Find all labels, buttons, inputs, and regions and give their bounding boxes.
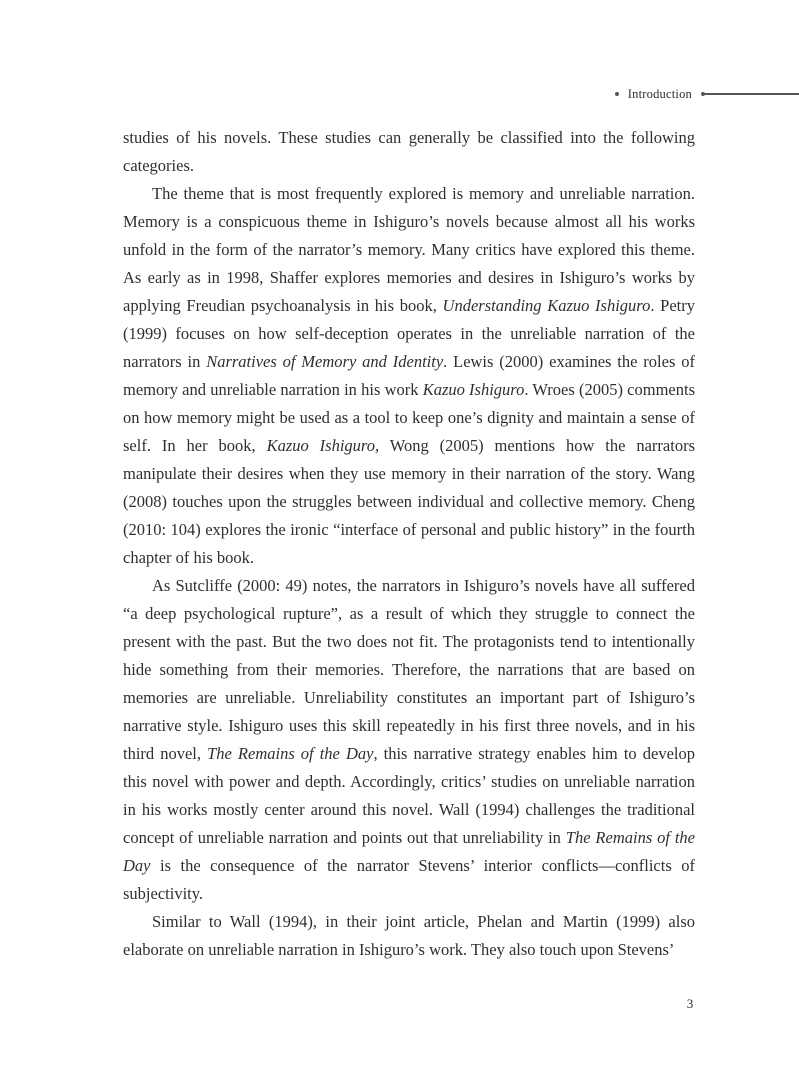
text-run: , Wong (2005) mentions how the narrators manipulate their desires when they use memory in their narration of the story. Wang (2008) touches upon the struggles between individual and collective memory. Cheng (2010: 104) explores the ironic “interface of personal and public history” in the fourth chapter of his book. bbox=[123, 436, 695, 567]
body-text bbox=[123, 124, 695, 964]
text-run: The theme that is most frequently explored is memory and unreliable narration. Memory is a conspicuous theme in Ishiguro’s novels because almost all his works unfold in the form of the narrator’s memory. Many critics have explored this theme. As early as in 1998, Shaffer explores memories and desires in Ishiguro’s works by applying Freudian psychoanalysis in his book, bbox=[123, 184, 695, 315]
header-rule bbox=[705, 93, 799, 95]
book-title-italic-run: Kazuo Ishiguro bbox=[266, 436, 375, 455]
page-number: 3 bbox=[686, 996, 694, 1011]
paragraph bbox=[123, 908, 695, 964]
book-title-italic-run: Narratives of Memory and Identity bbox=[206, 352, 444, 371]
text-run: is the consequence of the narrator Stevens’ interior conflicts—conflicts of subjectivity. bbox=[123, 856, 695, 903]
text-run: Similar to Wall (1994), in their joint article, Phelan and Martin (1999) also elaborate on unreliable narration in Ishiguro’s work. They also touch upon Stevens’ bbox=[123, 912, 695, 959]
text-run: . Wroes (2005) comments on how memory might be used as a tool to keep one’s dignity and maintain a sense of self. In her book, bbox=[123, 380, 695, 455]
paragraph bbox=[123, 180, 695, 572]
book-title-italic-run: Kazuo Ishiguro bbox=[422, 380, 525, 399]
text-run: studies of his novels. These studies can generally be classified into the following categories. bbox=[123, 128, 695, 175]
text-run: . Petry (1999) focuses on how self-deception operates in the unreliable narration of the narrators in bbox=[123, 296, 695, 371]
text-run: As Sutcliffe (2000: 49) notes, the narrators in Ishiguro’s novels have all suffered “a deep psychological rupture”, as a result of which they struggle to connect the present with the past. But the two does not fit. The protagonists tend to intentionally hide something from their memories. Therefore, the narrations that are based on memories are unreliable. Unreliability constitutes an important part of Ishiguro’s narrative style. Ishiguro uses this skill repeatedly in his first three novels, and in his third novel, bbox=[123, 576, 695, 763]
text-run: . Lewis (2000) examines the roles of memory and unreliable narration in his work bbox=[123, 352, 695, 399]
running-head-title: Introduction bbox=[627, 86, 692, 101]
page-header bbox=[0, 86, 799, 102]
book-title-italic-run: Understanding Kazuo Ishiguro bbox=[442, 296, 651, 315]
paragraph bbox=[123, 124, 695, 180]
bullet-icon bbox=[615, 92, 619, 96]
book-title-italic-run: The Remains of the Day bbox=[207, 744, 374, 763]
text-run: , this narrative strategy enables him to develop this novel with power and depth. Accordingly, critics’ studies on unreliable narration in his works mostly center around this novel. Wall (1994) challenges the traditional concept of unreliable narration and points out that unreliability in bbox=[123, 744, 695, 847]
paragraph bbox=[123, 572, 695, 908]
book-title-italic-run: The Remains of the Day bbox=[123, 828, 695, 875]
